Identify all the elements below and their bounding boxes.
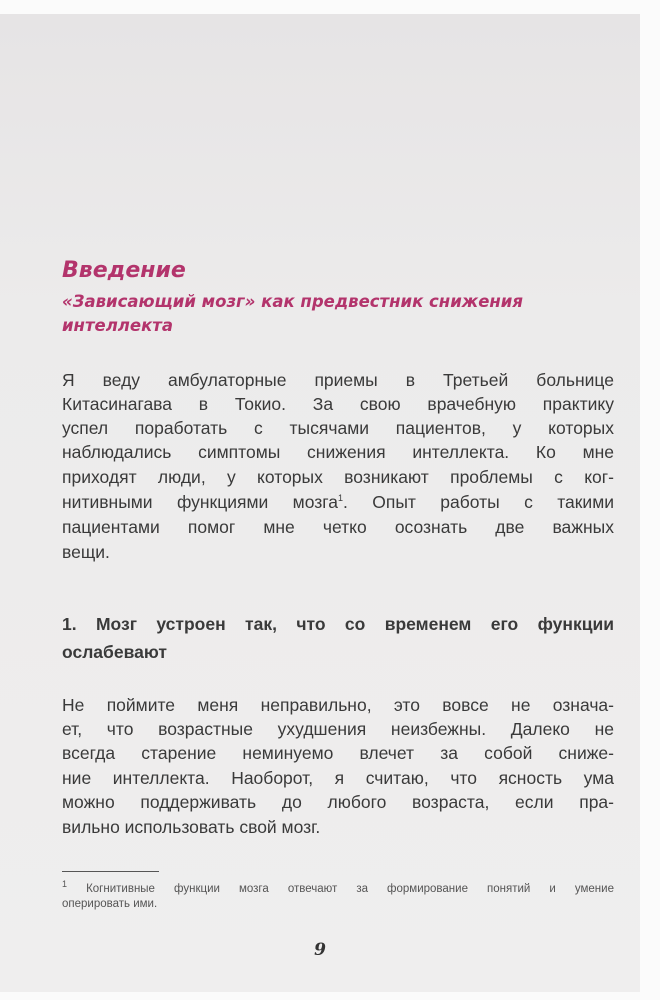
- body-text: нитивными функциями мозга: [62, 492, 338, 512]
- body-line: [62, 492, 614, 513]
- footnote-text: Когнитивные функции мозга отвечают за формирование понятий и умение: [86, 882, 614, 895]
- body-line: успел поработать с тысячами пациентов, у которых: [62, 418, 614, 438]
- footnote-line: [62, 879, 614, 895]
- body-line: вещи.: [62, 542, 110, 562]
- body-line: вильно использовать свой мозг.: [62, 817, 321, 837]
- body-line: ет, что возрастные ухудшения неизбежны. Далеко не: [62, 719, 614, 739]
- page-number: 9: [314, 940, 326, 960]
- chapter-title: Введение: [62, 258, 186, 283]
- chapter-subtitle: «Зависающий мозг» как предвестник снижения интеллекта: [62, 292, 523, 335]
- body-line: всегда старение неминуемо влечет за собой сниже-: [62, 743, 614, 763]
- body-line: можно поддерживать до любого возраста, если пра-: [62, 792, 614, 812]
- body-line: пациентами помог мне четко осознать две важных: [62, 517, 614, 537]
- body-line: приходят люди, у которых возникают проблемы с ког-: [62, 467, 614, 487]
- footnote-divider: [62, 871, 159, 872]
- book-page: [0, 14, 640, 992]
- body-line: Китасинагава в Токио. За свою врачебную практику: [62, 394, 614, 414]
- section-heading: 1. Мозг устроен так, что со временем его функции: [62, 614, 614, 634]
- body-line: Я веду амбулаторные приемы в Третьей больнице: [62, 370, 614, 390]
- body-line: наблюдались симптомы снижения интеллекта. Ко мне: [62, 442, 614, 462]
- section-heading: ослабевают: [62, 642, 167, 662]
- footnote-line: оперировать ими.: [62, 898, 158, 910]
- footnote-marker: 1: [62, 879, 68, 889]
- body-line: Не поймите меня неправильно, это вовсе не означа-: [62, 695, 614, 715]
- footnote-reference: 1: [338, 493, 344, 504]
- body-text: . Опыт работы с такими: [343, 492, 614, 512]
- body-line: ние интеллекта. Наоборот, я считаю, что ясность ума: [62, 768, 614, 788]
